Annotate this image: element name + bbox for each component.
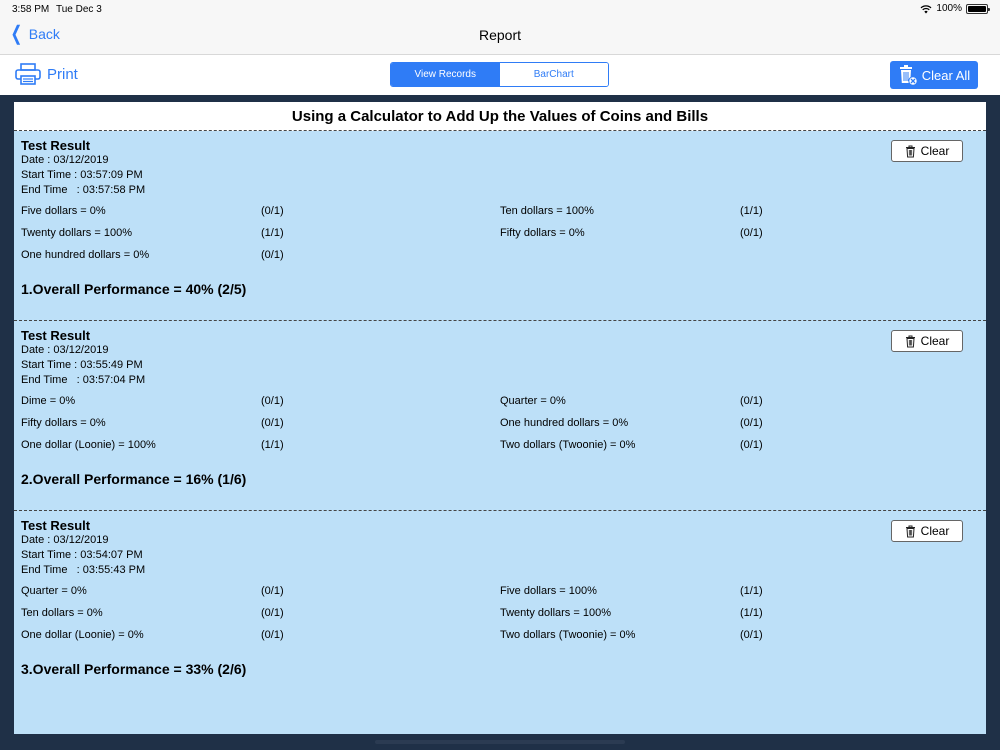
item-label: One hundred dollars = 0% [500,417,629,429]
item-score: (0/1) [261,249,284,261]
record-date: Date : 03/12/2019 [21,154,109,166]
item-label: Five dollars = 0% [21,205,106,217]
item-label: Fifty dollars = 0% [500,227,585,239]
item-row [21,227,979,249]
record-card [14,321,986,511]
trash-icon [905,525,916,538]
item-row [21,395,979,417]
item-score: (0/1) [740,395,763,407]
record-card [14,511,986,701]
record-title: Test Result [21,328,91,343]
clear-record-button[interactable] [891,520,963,542]
trash-icon [905,335,916,348]
item-score: (1/1) [740,585,763,597]
record-date: Date : 03/12/2019 [21,344,109,356]
clear-label: Clear [920,334,950,348]
item-score: (0/1) [740,629,763,641]
record-title: Test Result [21,518,91,533]
home-indicator[interactable] [375,740,625,744]
item-label: Twenty dollars = 100% [500,607,611,619]
item-score: (0/1) [740,417,763,429]
record-items [21,585,979,651]
item-label: Ten dollars = 0% [21,607,103,619]
item-score: (0/1) [261,417,284,429]
item-row [21,439,979,461]
trash-icon [905,145,916,158]
records-list[interactable] [14,131,986,734]
battery-percent: 100% [936,3,962,14]
tab-view-records[interactable]: View Records [391,63,500,86]
view-segmented-control [390,62,609,87]
overall-performance: 1.Overall Performance = 40% (2/5) [21,281,247,297]
record-items [21,205,979,271]
item-row [21,607,979,629]
item-score: (0/1) [261,205,284,217]
item-row [21,585,979,607]
status-time: 3:58 PM [12,4,50,15]
item-label: Five dollars = 100% [500,585,597,597]
tab-barchart[interactable]: BarChart [500,63,609,86]
page-title: Report [478,27,522,43]
status-bar [0,0,1000,18]
record-start-time: Start Time : 03:55:49 PM [21,359,143,371]
status-date: Tue Dec 3 [56,4,102,15]
record-date: Date : 03/12/2019 [21,534,109,546]
wifi-icon [920,4,932,14]
item-row [21,205,979,227]
record-items [21,395,979,461]
item-label: Two dollars (Twoonie) = 0% [500,439,636,451]
toolbar [0,55,1000,95]
item-label: Ten dollars = 100% [500,205,594,217]
item-score: (0/1) [261,607,284,619]
item-label: Fifty dollars = 0% [21,417,106,429]
item-score: (1/1) [261,439,284,451]
item-label: One hundred dollars = 0% [21,249,150,261]
battery-fill [968,6,986,12]
clear-all-label: Clear All [921,67,971,83]
item-score: (0/1) [740,227,763,239]
item-score: (1/1) [740,205,763,217]
printer-icon [15,63,41,85]
item-row [21,417,979,439]
item-score: (0/1) [261,395,284,407]
item-label: One dollar (Loonie) = 100% [21,439,156,451]
overall-performance: 2.Overall Performance = 16% (1/6) [21,471,247,487]
record-end-time: End Time : 03:57:04 PM [21,374,146,386]
trash-x-icon [898,64,918,86]
print-label: Print [47,65,78,83]
print-button[interactable] [15,63,78,85]
item-label: Twenty dollars = 100% [21,227,132,239]
item-score: (1/1) [261,227,284,239]
item-label: Quarter = 0% [21,585,87,597]
clear-label: Clear [920,144,950,158]
item-score: (0/1) [261,629,284,641]
record-start-time: Start Time : 03:57:09 PM [21,169,143,181]
item-score: (0/1) [740,439,763,451]
item-score: (0/1) [261,585,284,597]
item-label: Two dollars (Twoonie) = 0% [500,629,636,641]
clear-record-button[interactable] [891,330,963,352]
nav-bar [0,18,1000,55]
clear-record-button[interactable] [891,140,963,162]
record-start-time: Start Time : 03:54:07 PM [21,549,143,561]
item-label: Dime = 0% [21,395,76,407]
chevron-left-icon: ❮ [10,23,23,45]
item-score: (1/1) [740,607,763,619]
battery-icon [966,4,988,14]
record-title: Test Result [21,138,91,153]
clear-label: Clear [920,524,950,538]
clear-all-button[interactable] [890,61,978,89]
item-label: One dollar (Loonie) = 0% [21,629,144,641]
item-label: Quarter = 0% [500,395,566,407]
item-row [21,249,979,271]
record-end-time: End Time : 03:55:43 PM [21,564,146,576]
item-row [21,629,979,651]
report-content [14,102,986,734]
record-card [14,131,986,321]
status-indicators [920,3,988,14]
back-label: Back [28,26,60,42]
report-title: Using a Calculator to Add Up the Values of Coins and Bills [14,102,986,131]
overall-performance: 3.Overall Performance = 33% (2/6) [21,661,247,677]
record-end-time: End Time : 03:57:58 PM [21,184,146,196]
